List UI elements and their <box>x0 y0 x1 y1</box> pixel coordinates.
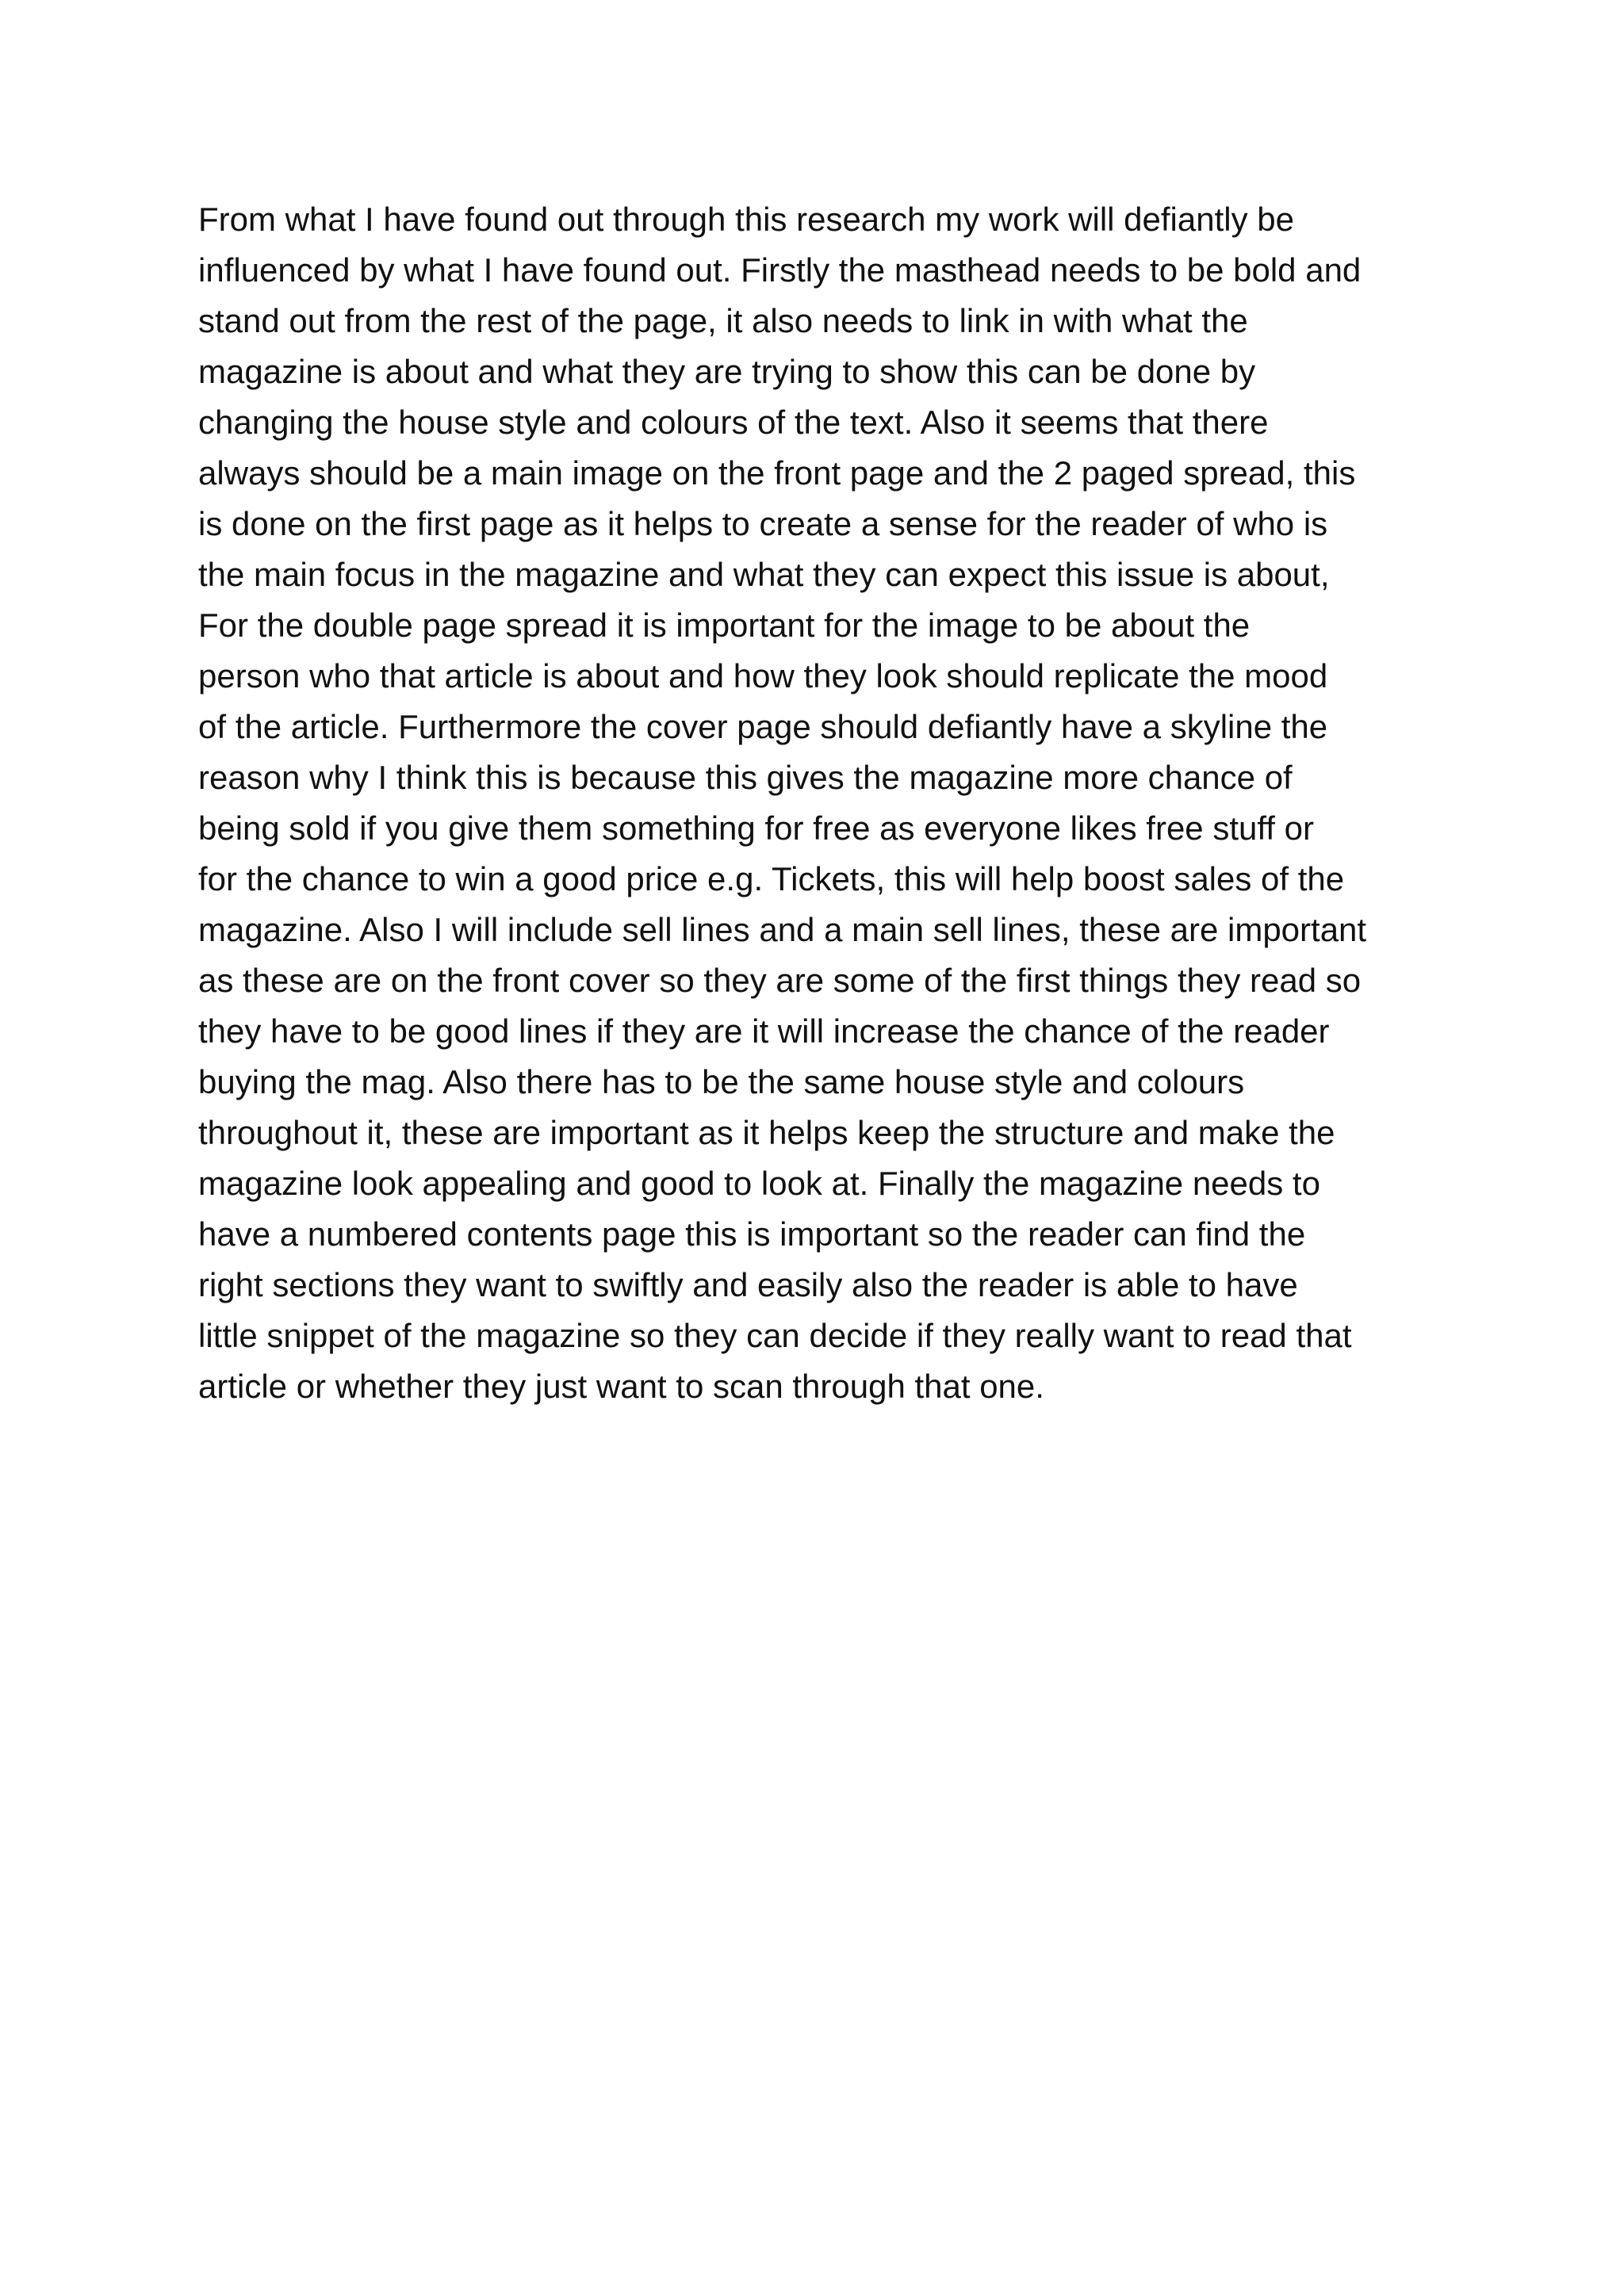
paragraph-line: person who that article is about and how they look should replicate the mood <box>198 657 1328 695</box>
paragraph-line: reason why I think this is because this gives the magazine more chance of <box>198 759 1293 796</box>
paragraph-line: magazine. Also I will include sell lines and a main sell lines, these are important <box>198 911 1367 948</box>
paragraph-line: magazine is about and what they are trying to show this can be done by <box>198 353 1256 390</box>
paragraph-line: magazine look appealing and good to look at. Finally the magazine needs to <box>198 1165 1320 1202</box>
paragraph-line: being sold if you give them something for free as everyone likes free stuff or <box>198 809 1314 847</box>
paragraph-line: have a numbered contents page this is important so the reader can find the <box>198 1215 1306 1253</box>
paragraph-line: buying the mag. Also there has to be the same house style and colours <box>198 1063 1245 1100</box>
paragraph-line: of the article. Furthermore the cover page should defiantly have a skyline the <box>198 708 1328 745</box>
paragraph-line: is done on the first page as it helps to create a sense for the reader of who is <box>198 505 1328 542</box>
paragraph-line: From what I have found out through this research my work will defiantly be <box>198 201 1294 238</box>
paragraph-line: influenced by what I have found out. Firstly the masthead needs to be bold and <box>198 251 1362 289</box>
paragraph-line: little snippet of the magazine so they can decide if they really want to read that <box>198 1317 1352 1354</box>
paragraph-line: the main focus in the magazine and what they can expect this issue is about, <box>198 556 1330 593</box>
paragraph-line: throughout it, these are important as it helps keep the structure and make the <box>198 1114 1335 1151</box>
paragraph-line: as these are on the front cover so they are some of the first things they read so <box>198 962 1362 999</box>
paragraph-line: right sections they want to swiftly and easily also the reader is able to have <box>198 1266 1298 1303</box>
paragraph-line: always should be a main image on the front page and the 2 paged spread, this <box>198 454 1356 492</box>
paragraph-line: they have to be good lines if they are it will increase the chance of the reader <box>198 1012 1330 1050</box>
paragraph-line: stand out from the rest of the page, it also needs to link in with what the <box>198 302 1248 339</box>
body-paragraph <box>198 194 1451 1412</box>
paragraph-line: article or whether they just want to scan through that one. <box>198 1368 1044 1405</box>
paragraph-line: changing the house style and colours of the text. Also it seems that there <box>198 404 1269 441</box>
paragraph-line: For the double page spread it is important for the image to be about the <box>198 607 1251 644</box>
paragraph-line: for the chance to win a good price e.g. Tickets, this will help boost sales of the <box>198 860 1345 897</box>
